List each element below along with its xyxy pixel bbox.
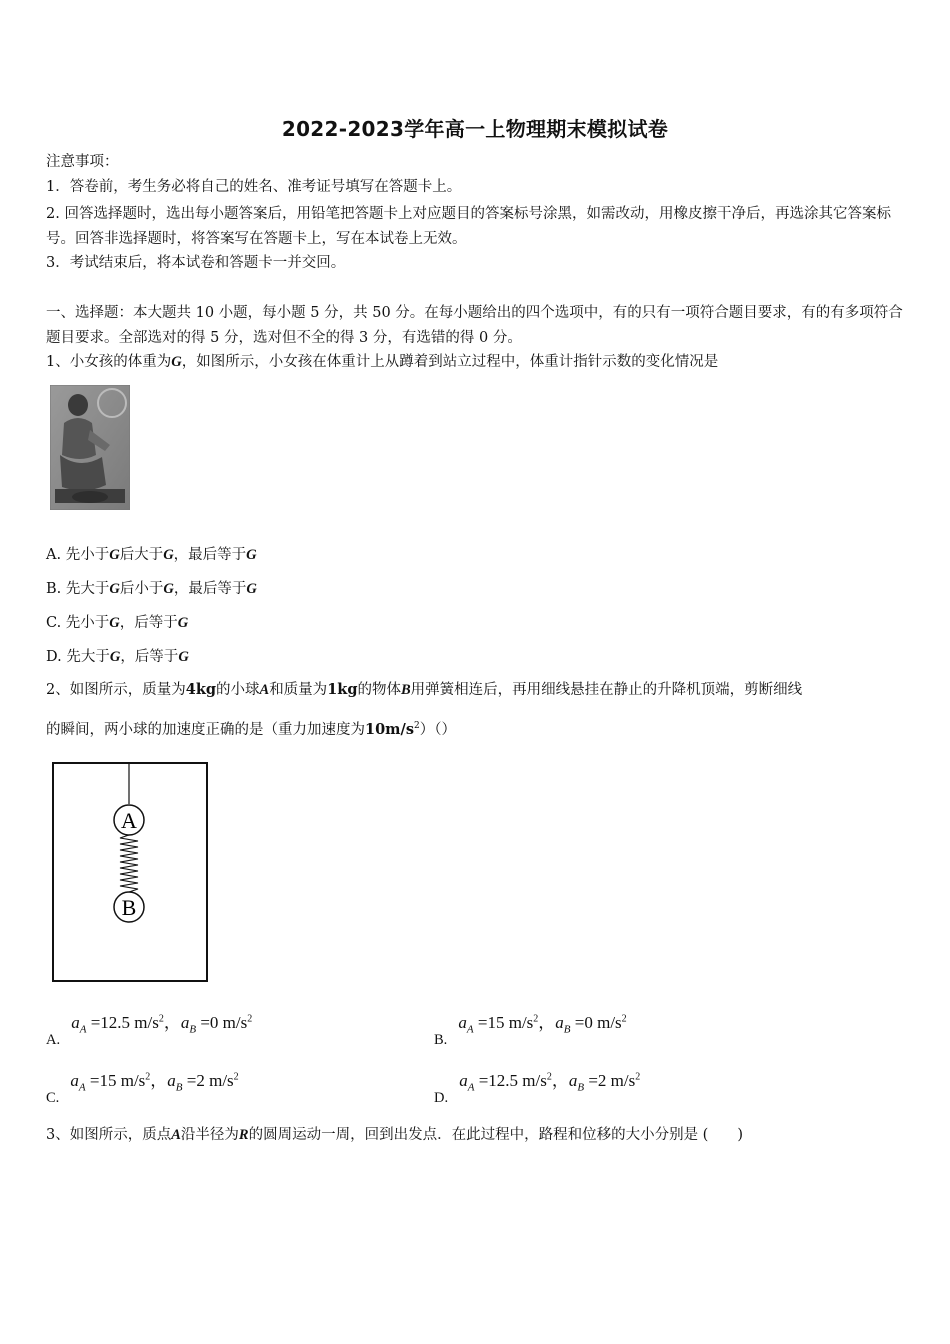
q2-option-b[interactable]: B. $a_A =15$ $m/s^2$，$a_B =0$ $m/s^2$ <box>434 1013 627 1048</box>
q1-opt-b-g2: G <box>163 581 174 597</box>
elevator-spring-figure <box>52 762 208 982</box>
ball-b-label: B <box>121 895 137 920</box>
question-2-stem-line-1 <box>46 680 802 700</box>
notice-item-3: 3．考试结束后，将本试卷和答题卡一并交回。 <box>46 255 346 271</box>
q2-text-3: 和质量为 <box>269 682 328 698</box>
q2-opt-b-letter: B. <box>434 1032 448 1048</box>
q3-post: 的圆周运动一周，回到出发点．在此过程中，路程和位移的大小分别是 ( ) <box>248 1127 743 1143</box>
q2-opt-b-aA: 15 <box>487 1013 505 1032</box>
q2-option-a[interactable]: A. $a_A =12.5$ $m/s^2$，$a_B =0$ $m/s^2$ <box>46 1013 253 1048</box>
q2-mass-a: 4kg <box>185 681 217 698</box>
question-2-stem-line-2: 的瞬间，两小球的加速度正确的是（重力加速度为$10m/s^2)()$ <box>46 720 456 738</box>
q1-g: G <box>171 354 182 370</box>
q1-opt-a-text: A. 先小于 <box>46 547 110 563</box>
q2-text-6: 的瞬间，两小球的加速度正确的是（重力加速度为 <box>46 721 365 738</box>
q1-opt-b-mid: 后小于 <box>119 581 164 597</box>
q2-opt-d-aB: 2 <box>597 1071 607 1090</box>
section-1-instructions: 一、选择题：本大题共 10 小题，每小题 5 分，共 50 分。在每小题给出的四个选项中，有的只有一项符合题目要求，有的有多项符合题目要求。全部选对的得 5 分，选对但不全的得 3 分，有选错的得 0 分。 <box>46 305 903 346</box>
notice-item-1: 1．答卷前，考生务必将自己的姓名、准考证号填写在答题卡上。 <box>46 179 462 195</box>
q1-opt-b-text: B. 先大于 <box>46 581 110 597</box>
notice-item-2: 2. 回答选择题时，选出每小题答案后，用铅笔把答题卡上对应题目的答案标号涂黑，如需改动，用橡皮擦干净后，再选涂其它答案标号。回答非选择题时，将答案写在答题卡上，写在本试卷上无效。 <box>46 206 891 247</box>
q2-opt-a-letter: A. <box>46 1032 61 1048</box>
q2-text-5: 用弹簧相连后，再用细线悬挂在静止的升降机顶端，剪断细线 <box>410 682 803 698</box>
question-1-stem <box>46 352 718 372</box>
q1-opt-a-g2: G <box>163 547 174 563</box>
q2-opt-d-letter: D. <box>434 1090 449 1106</box>
q2-opt-d-aA: 12.5 <box>488 1071 519 1090</box>
q1-pre: 1、小女孩的体重为 <box>46 354 172 370</box>
q1-opt-b-g3: G <box>246 581 257 597</box>
spring <box>120 835 138 892</box>
q2-opt-a-aB: 0 <box>209 1013 219 1032</box>
notice-heading: 注意事项： <box>46 154 119 170</box>
q1-opt-c-g1: G <box>109 615 120 631</box>
q1-opt-d-mid: ，后等于 <box>120 649 179 665</box>
ball-a-label: A <box>121 808 137 833</box>
girl-on-scale-photo <box>50 385 130 510</box>
q2-text-4: 的物体 <box>357 682 401 698</box>
q3-radius: R <box>238 1127 249 1143</box>
q3-point-a: A <box>171 1127 181 1143</box>
q2-opt-a-aA: 12.5 <box>100 1013 131 1032</box>
q2-ball-b: B <box>400 682 411 698</box>
q1-opt-b-g1: G <box>109 581 120 597</box>
q2-mass-b: 1kg <box>327 681 358 698</box>
q2-text-2: 的小球 <box>216 682 260 698</box>
q1-opt-c-g2: G <box>177 615 189 631</box>
q1-opt-d-g2: G <box>178 649 189 665</box>
q1-opt-a-mid2: ，最后等于 <box>173 547 247 563</box>
q2-ball-a: A <box>259 682 270 698</box>
q1-opt-c-text: C. 先小于 <box>46 615 110 631</box>
q1-post: ，如图所示，小女孩在体重计上从蹲着到站立过程中，体重计指针示数的变化情况是 <box>181 354 719 370</box>
q2-opt-c-letter: C. <box>46 1090 60 1106</box>
q2-option-c[interactable]: C. $a_A =15$ $m/s^2$，$a_B =2$ $m/s^2$ <box>46 1071 239 1106</box>
question-3-stem <box>46 1125 743 1145</box>
q1-option-b[interactable] <box>46 577 257 598</box>
q3-pre: 3、如图所示，质点 <box>46 1127 172 1143</box>
q1-opt-b-mid2: ，最后等于 <box>173 581 247 597</box>
page-title: 2022-2023学年高一上物理期末模拟试卷 <box>281 117 669 141</box>
q1-option-d[interactable] <box>46 645 189 666</box>
q1-opt-a-mid: 后大于 <box>119 547 164 563</box>
q1-opt-c-mid: ，后等于 <box>119 615 178 631</box>
q2-opt-c-aB: 2 <box>196 1071 205 1090</box>
q2-text-1: 2、如图所示，质量为 <box>46 682 186 698</box>
q2-option-d[interactable]: D. $a_A =12.5$ $m/s^2$，$a_B =2$ $m/s^2$ <box>434 1071 641 1106</box>
q1-opt-d-g1: G <box>109 649 121 665</box>
q2-opt-c-aA: 15 <box>99 1071 117 1090</box>
q3-mid: 沿半径为 <box>180 1127 239 1143</box>
q1-opt-d-text: D. 先大于 <box>46 649 110 665</box>
q1-option-c[interactable] <box>46 611 188 632</box>
q1-opt-a-g3: G <box>246 547 257 563</box>
q2-g-value: 10m/s <box>365 720 414 738</box>
q1-opt-a-g1: G <box>109 547 120 563</box>
q2-opt-b-aB: 0 <box>584 1013 593 1032</box>
q2-text-7: ）（） <box>419 721 456 738</box>
q1-option-a[interactable] <box>46 543 257 564</box>
